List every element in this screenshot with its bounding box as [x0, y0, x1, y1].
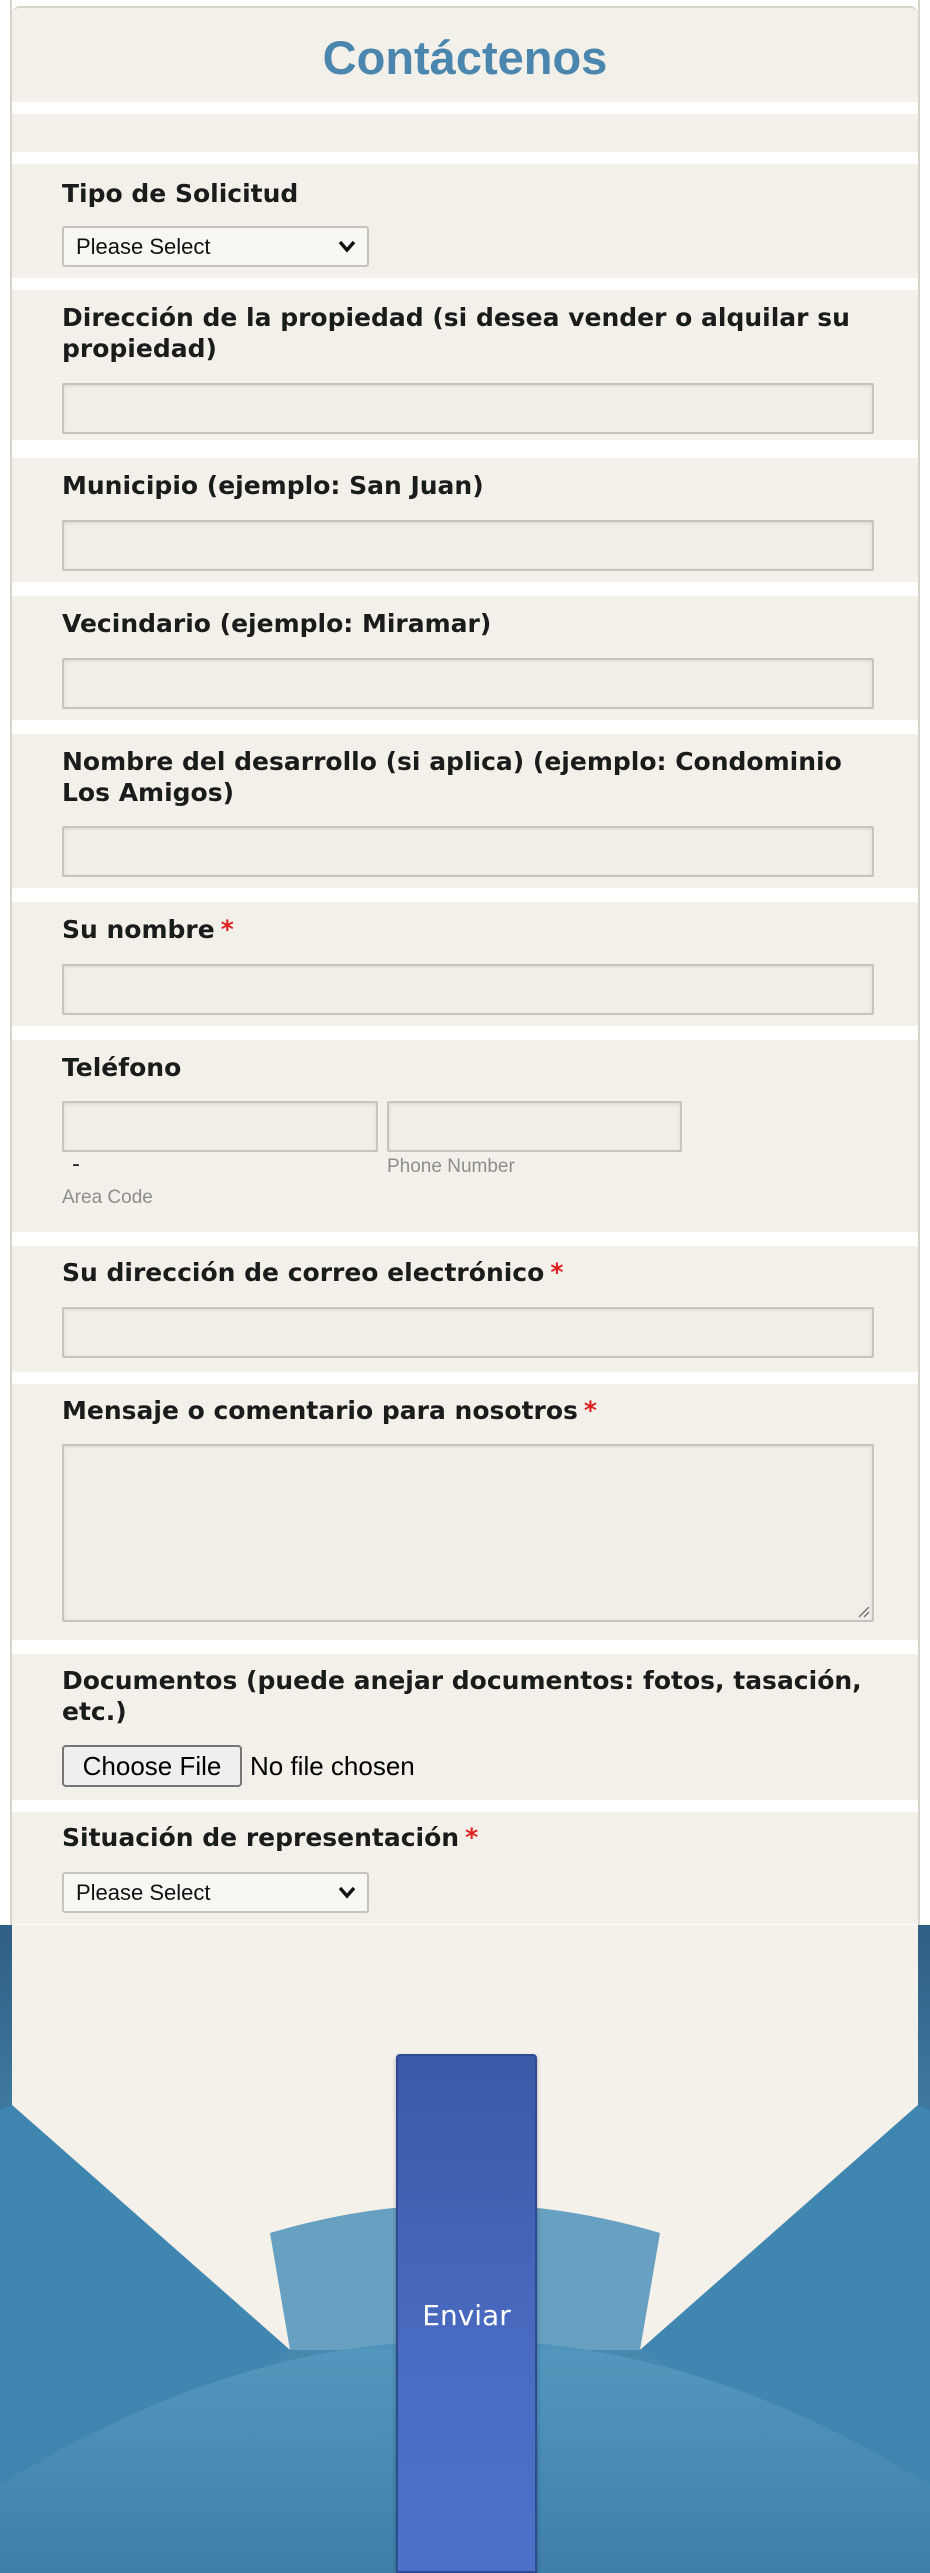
chevron-down-icon: [335, 1878, 359, 1906]
required-marker: *: [465, 1823, 479, 1852]
municipio-input[interactable]: [62, 520, 874, 571]
section-email: [12, 1246, 918, 1372]
municipio-label: Municipio (ejemplo: San Juan): [62, 471, 484, 500]
resize-handle-icon[interactable]: [856, 1604, 870, 1618]
section-nombre: [12, 902, 918, 1026]
chevron-down-icon: [335, 232, 359, 260]
email-label: [62, 1257, 878, 1288]
representacion-selected: Please Select: [76, 1880, 211, 1905]
section-vecindario: [12, 596, 918, 720]
section-mensaje: [12, 1384, 918, 1640]
section-documentos: [12, 1654, 918, 1800]
documentos-label: Documentos (puede anejar documentos: fotos, tasación, etc.): [62, 1666, 862, 1726]
vecindario-label: Vecindario (ejemplo: Miramar): [62, 609, 492, 638]
phone-number-sublabel: Phone Number: [387, 1156, 515, 1177]
phone-number-input[interactable]: [387, 1101, 682, 1152]
required-marker: *: [583, 1396, 597, 1425]
section-desarrollo: [12, 734, 918, 888]
tipo-solicitud-label: Tipo de Solicitud: [62, 179, 299, 208]
section-telefono: [12, 1040, 918, 1232]
representacion-select[interactable]: [62, 1872, 369, 1913]
nombre-input[interactable]: [62, 964, 874, 1015]
desarrollo-label: Nombre del desarrollo (si aplica) (ejemplo: Condominio Los Amigos): [62, 747, 842, 807]
required-marker: *: [220, 915, 234, 944]
mensaje-label: [62, 1395, 878, 1426]
page-title: Contáctenos: [322, 31, 608, 84]
phone-separator: -: [72, 1152, 80, 1177]
form-header: [12, 6, 918, 102]
email-label-text: Su dirección de correo electrónico: [62, 1258, 545, 1287]
required-marker: *: [550, 1258, 564, 1287]
telefono-label: Teléfono: [62, 1053, 182, 1082]
spacer-section: [12, 114, 918, 152]
nombre-label: [62, 914, 878, 945]
area-code-input[interactable]: [62, 1101, 378, 1152]
mensaje-textarea[interactable]: [62, 1444, 874, 1622]
desarrollo-input[interactable]: [62, 826, 874, 877]
tipo-solicitud-selected: Please Select: [76, 234, 211, 259]
section-tipo-solicitud: [12, 164, 918, 278]
tipo-solicitud-select[interactable]: [62, 226, 369, 267]
representacion-label: [62, 1822, 878, 1853]
vecindario-input[interactable]: [62, 658, 874, 709]
nombre-label-text: Su nombre: [62, 915, 215, 944]
section-municipio: [12, 458, 918, 582]
mensaje-label-text: Mensaje o comentario para nosotros: [62, 1396, 578, 1425]
submit-button[interactable]: Enviar: [396, 2054, 537, 2573]
direccion-propiedad-label: Dirección de la propiedad (si desea vender o alquilar su propiedad): [62, 303, 850, 363]
file-status: No file chosen: [250, 1751, 415, 1781]
area-code-sublabel: Area Code: [62, 1187, 153, 1208]
email-input[interactable]: [62, 1307, 874, 1358]
representacion-label-text: Situación de representación: [62, 1823, 460, 1852]
direccion-propiedad-input[interactable]: [62, 383, 874, 434]
section-representacion: [12, 1812, 918, 1924]
choose-file-button[interactable]: Choose File: [62, 1745, 242, 1787]
section-direccion-propiedad: [12, 290, 918, 440]
